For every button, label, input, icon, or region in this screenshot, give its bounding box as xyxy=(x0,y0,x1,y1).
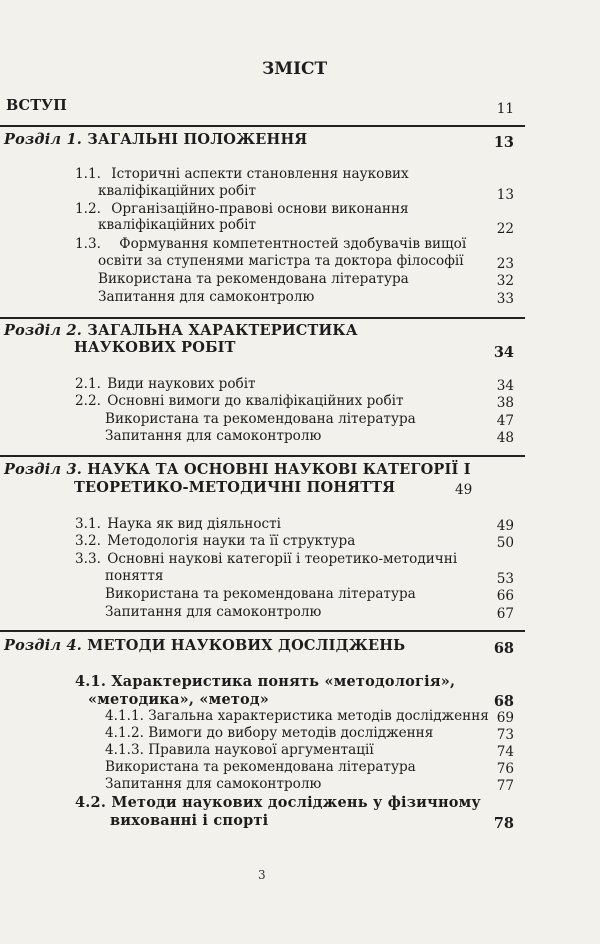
entry-title: Основні вимоги до кваліфікаційних робіт xyxy=(107,393,404,409)
subsection-heading xyxy=(75,794,481,811)
section-1-page: 13 xyxy=(493,134,514,151)
section-divider xyxy=(0,125,525,127)
entry-title: Запитання для самоконтролю xyxy=(105,428,322,444)
toc-entry xyxy=(75,166,409,182)
section-4-page: 68 xyxy=(493,640,514,657)
entry-title: Використана та рекомендована література xyxy=(105,759,416,775)
toc-entry xyxy=(105,725,433,741)
entry-page: 34 xyxy=(496,378,514,394)
subsection-title-cont: вихованні і спорті xyxy=(110,812,269,829)
page-title: ЗМІСТ xyxy=(262,59,328,79)
entry-page: 67 xyxy=(496,606,514,622)
entry-title: Історичні аспекти становлення наукових xyxy=(111,166,409,182)
toc-entry xyxy=(75,201,409,217)
toc-entry xyxy=(75,551,457,567)
entry-page: 22 xyxy=(496,221,514,237)
entry-page: 49 xyxy=(496,518,514,534)
section-3-heading xyxy=(4,461,471,478)
entry-number: 3.1. xyxy=(75,516,101,532)
section-1-title: ЗАГАЛЬНІ ПОЛОЖЕННЯ xyxy=(87,131,308,148)
entry-title: Використана та рекомендована література xyxy=(98,271,409,287)
entry-number: 2.1. xyxy=(75,376,101,392)
entry-number: 2.2. xyxy=(75,393,101,409)
section-2-title: ЗАГАЛЬНА ХАРАКТЕРИСТИКА xyxy=(87,322,358,339)
section-2-heading xyxy=(4,322,358,339)
section-4-prefix: Розділ 4. xyxy=(4,637,83,654)
toc-entry xyxy=(75,533,355,549)
toc-entry xyxy=(75,236,466,252)
toc-entry xyxy=(105,742,374,758)
section-3-title-cont: ТЕОРЕТИКО-МЕТОДИЧНІ ПОНЯТТЯ xyxy=(74,479,396,496)
subsection-title: Характеристика понять «методологія», xyxy=(111,673,456,690)
entry-page: 69 xyxy=(496,710,514,726)
subsection-number: 4.2. xyxy=(75,794,107,811)
section-1-prefix: Розділ 1. xyxy=(4,131,83,148)
intro-label: ВСТУП xyxy=(6,97,68,114)
section-3-title: НАУКА ТА ОСНОВНІ НАУКОВІ КАТЕГОРІЇ І xyxy=(87,461,471,478)
entry-number: 1.1. xyxy=(75,166,101,182)
intro-page: 11 xyxy=(496,101,514,117)
entry-title-cont: освіти за ступенями магістра та доктора філософії xyxy=(98,253,464,269)
section-divider xyxy=(0,455,525,457)
entry-number: 4.1.3. xyxy=(105,742,144,758)
entry-page: 74 xyxy=(496,744,514,760)
subsection-title: Методи наукових досліджень у фізичному xyxy=(111,794,481,811)
entry-title: Основні наукові категорії і теоретико-методичні xyxy=(107,551,458,567)
subsection-page: 68 xyxy=(493,693,514,710)
entry-page: 73 xyxy=(496,727,514,743)
subsection-number: 4.1. xyxy=(75,673,107,690)
subsection-heading xyxy=(75,673,455,690)
section-2-page: 34 xyxy=(493,344,514,361)
entry-title: Вимоги до вибору методів дослідження xyxy=(148,725,434,741)
entry-title: Методологія науки та її структура xyxy=(107,533,356,549)
entry-title: Загальна характеристика методів дослідження xyxy=(148,708,489,724)
entry-title: Наука як вид діяльності xyxy=(107,516,282,532)
section-4-title: МЕТОДИ НАУКОВИХ ДОСЛІДЖЕНЬ xyxy=(87,637,406,654)
entry-page: 53 xyxy=(496,571,514,587)
entry-page: 23 xyxy=(496,256,514,272)
entry-number: 4.1.2. xyxy=(105,725,144,741)
entry-page: 48 xyxy=(496,430,514,446)
entry-title-cont: кваліфікаційних робіт xyxy=(98,217,257,233)
section-2-title-cont: НАУКОВИХ РОБІТ xyxy=(74,339,236,356)
entry-title: Види наукових робіт xyxy=(107,376,256,392)
toc-entry xyxy=(75,393,404,409)
section-3-prefix: Розділ 3. xyxy=(4,461,83,478)
entry-title: Використана та рекомендована література xyxy=(105,586,416,602)
toc-entry xyxy=(75,516,281,532)
section-3-page: 49 xyxy=(455,482,473,498)
entry-title: Організаційно-правові основи виконання xyxy=(111,201,409,217)
toc-entry xyxy=(105,708,489,724)
entry-title: Використана та рекомендована література xyxy=(105,411,416,427)
subsection-page: 78 xyxy=(493,815,514,832)
section-divider xyxy=(0,630,525,632)
entry-number: 3.3. xyxy=(75,551,101,567)
entry-title: Правила наукової аргументації xyxy=(148,742,374,758)
section-divider xyxy=(0,317,525,319)
entry-page: 33 xyxy=(496,291,514,307)
entry-title-cont: поняття xyxy=(105,568,164,584)
subsection-title-cont: «методика», «метод» xyxy=(88,691,270,708)
page-number: 3 xyxy=(258,868,266,882)
entry-number: 3.2. xyxy=(75,533,101,549)
entry-number: 1.2. xyxy=(75,201,101,217)
entry-title: Запитання для самоконтролю xyxy=(105,776,322,792)
entry-number: 1.3. xyxy=(75,236,101,252)
entry-title: Формування компетентностей здобувачів вищої xyxy=(119,236,467,252)
entry-page: 76 xyxy=(496,761,514,777)
entry-title-cont: кваліфікаційних робіт xyxy=(98,183,257,199)
entry-title: Запитання для самоконтролю xyxy=(98,289,315,305)
section-4-heading xyxy=(4,637,405,654)
toc-entry xyxy=(75,376,256,392)
section-1-heading xyxy=(4,131,307,148)
entry-page: 66 xyxy=(496,588,514,604)
entry-number: 4.1.1. xyxy=(105,708,144,724)
entry-page: 32 xyxy=(496,273,514,289)
entry-page: 47 xyxy=(496,413,514,429)
entry-title: Запитання для самоконтролю xyxy=(105,604,322,620)
entry-page: 13 xyxy=(496,187,514,203)
entry-page: 77 xyxy=(496,778,514,794)
entry-page: 38 xyxy=(496,395,514,411)
section-2-prefix: Розділ 2. xyxy=(4,322,83,339)
entry-page: 50 xyxy=(496,535,514,551)
